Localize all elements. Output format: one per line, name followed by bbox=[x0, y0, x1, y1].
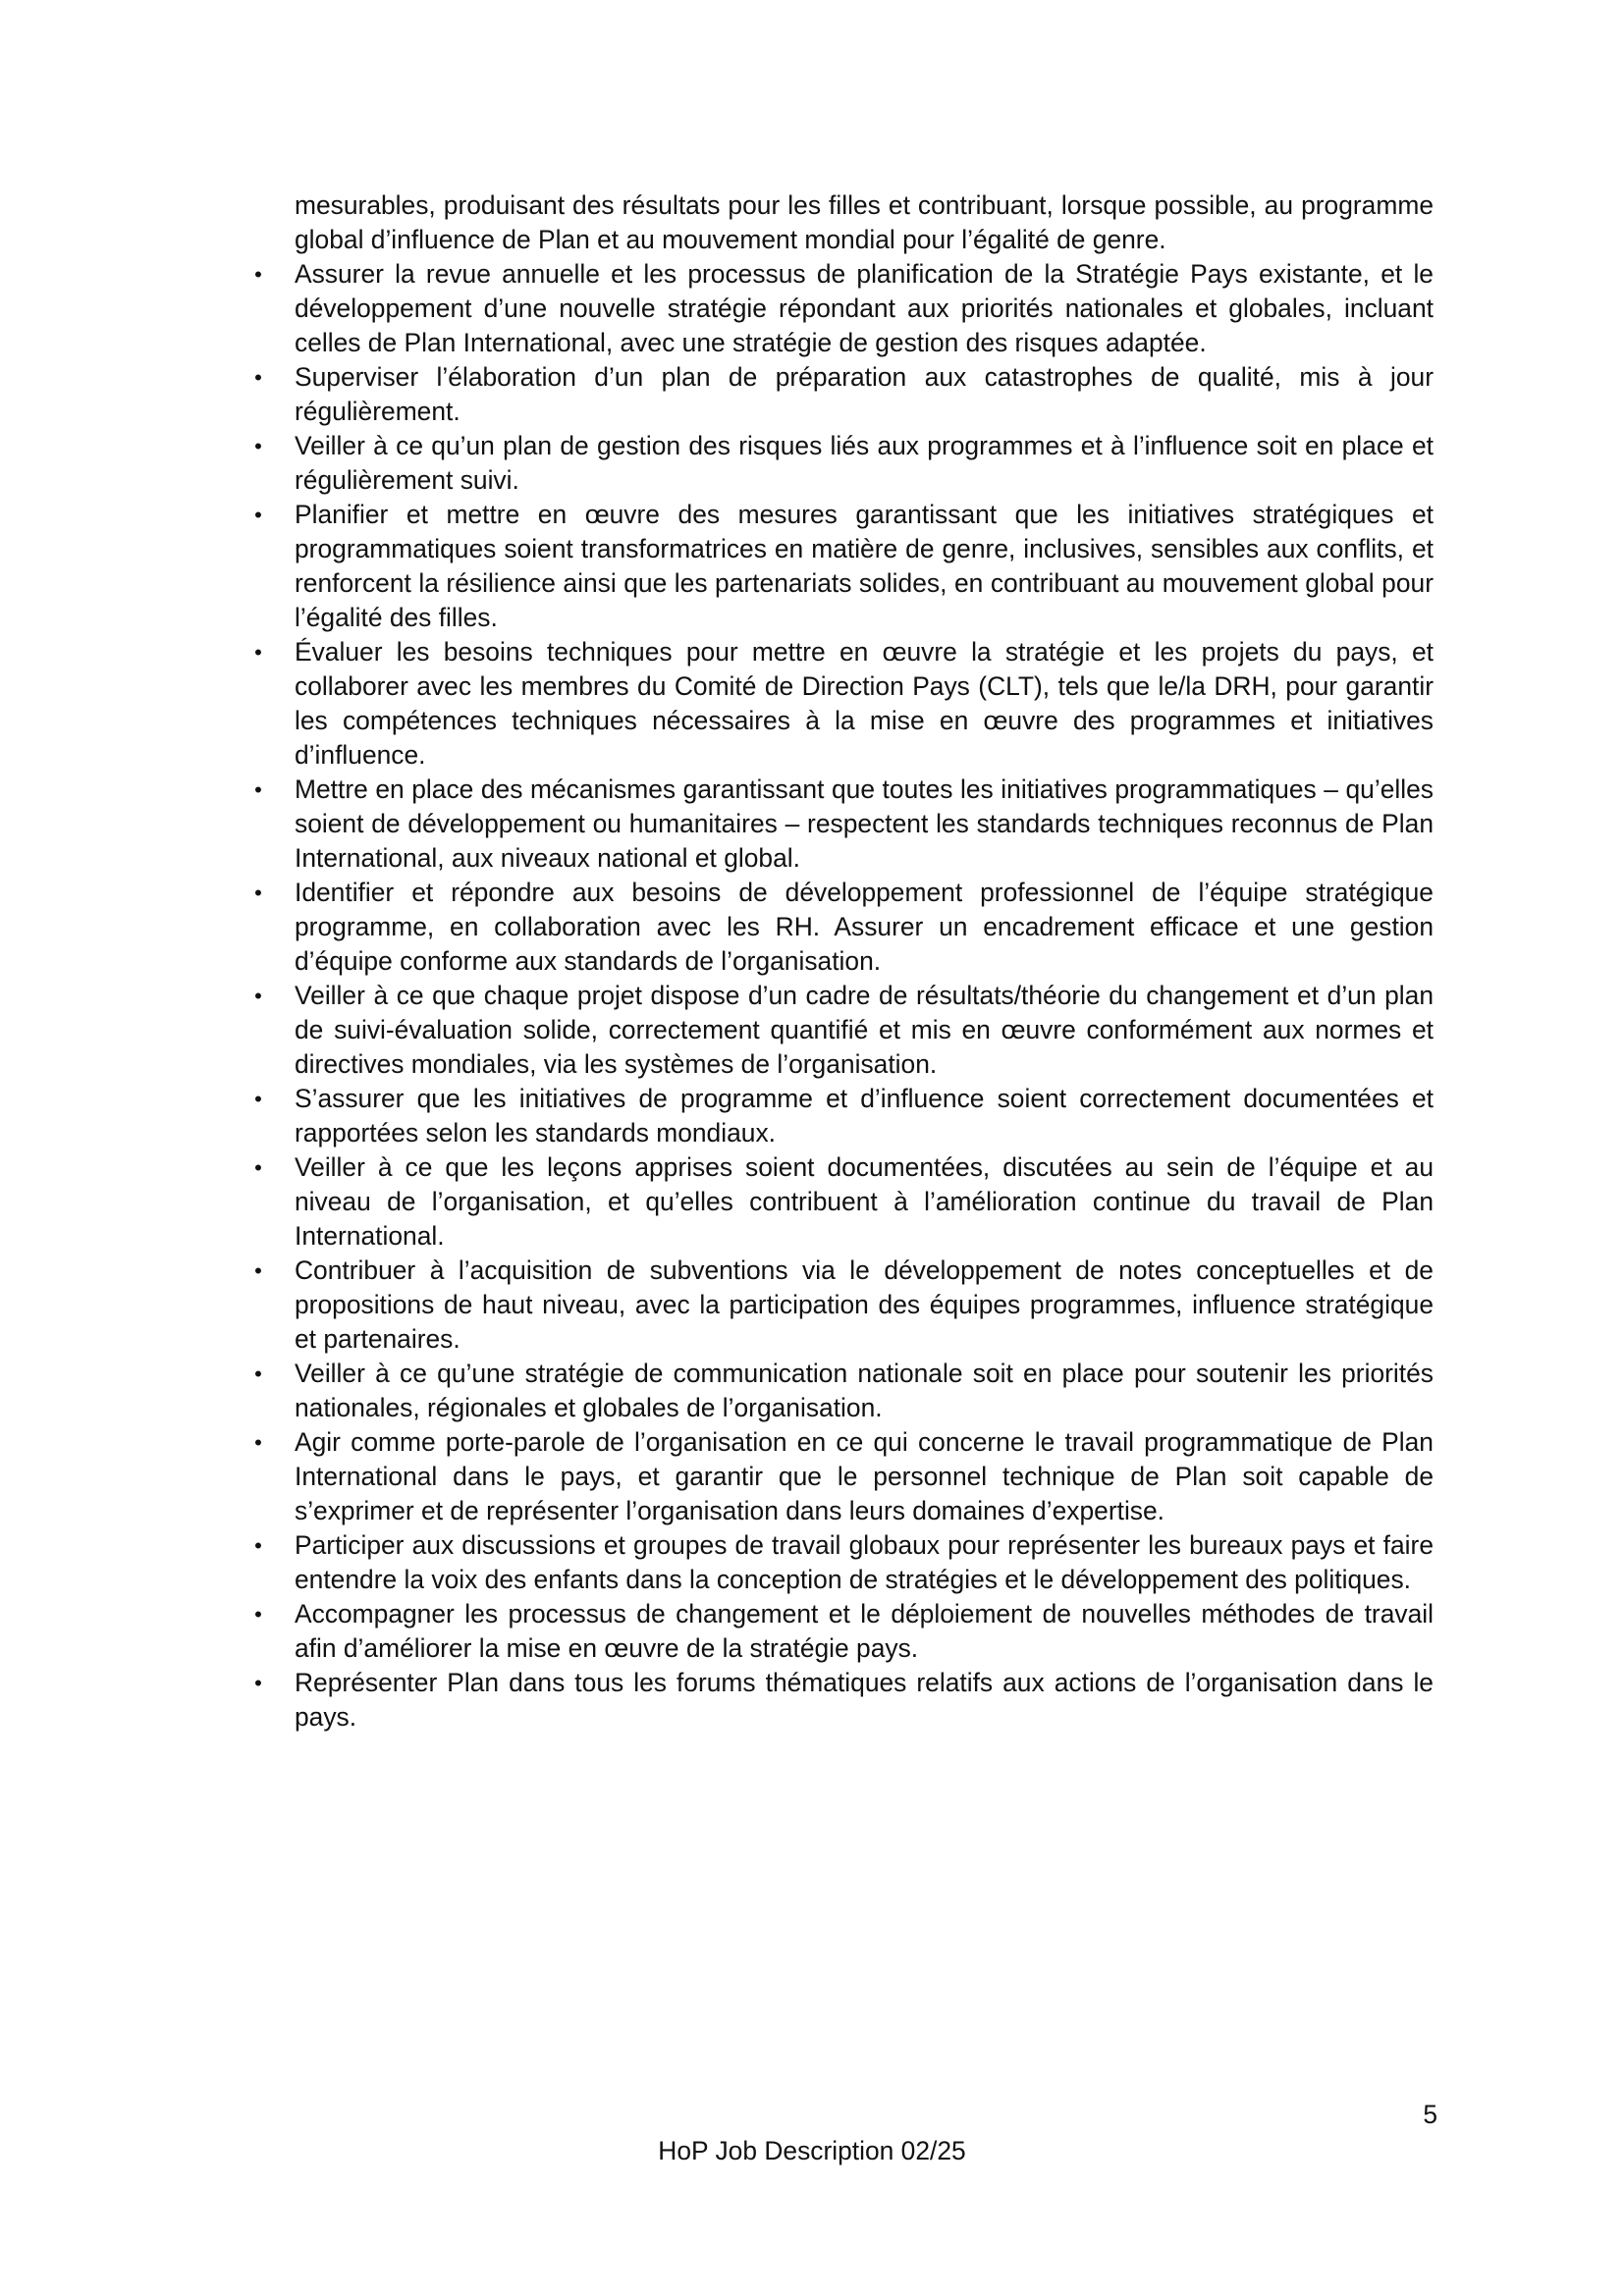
list-item-text: Représenter Plan dans tous les forums thématiques relatifs aux actions de l’organisation dans le pays. bbox=[295, 1668, 1434, 1732]
bullet-icon: • bbox=[254, 262, 262, 287]
bullet-icon: • bbox=[254, 1258, 262, 1283]
bullet-icon: • bbox=[254, 777, 262, 802]
list-item bbox=[254, 1597, 1434, 1666]
list-item-text: Veiller à ce que les leçons apprises soient documentées, discutées au sein de l’équipe et au niveau de l’organisation, et qu’elles contribuent à l’amélioration continue du travail de Plan International. bbox=[295, 1152, 1434, 1251]
responsibilities-list bbox=[254, 257, 1434, 1735]
bullet-icon: • bbox=[254, 1430, 262, 1455]
bullet-icon: • bbox=[254, 640, 262, 665]
list-item bbox=[254, 1528, 1434, 1597]
list-item bbox=[254, 1254, 1434, 1357]
list-item-text: Veiller à ce qu’une stratégie de communication nationale soit en place pour soutenir les priorités nationales, régionales et globales de l’organisation. bbox=[295, 1359, 1434, 1422]
bullet-icon: • bbox=[254, 503, 262, 527]
list-item-text: Évaluer les besoins techniques pour mettre en œuvre la stratégie et les projets du pays, et collaborer avec les membres du Comité de Direction Pays (CLT), tels que le/la DRH, pour garantir les compétences techniques nécessaires à la mise en œuvre des programmes et initiatives d’influence. bbox=[295, 637, 1434, 770]
bullet-icon: • bbox=[254, 984, 262, 1008]
list-item bbox=[254, 360, 1434, 429]
bullet-icon: • bbox=[254, 365, 262, 390]
bullet-icon: • bbox=[254, 434, 262, 458]
list-item-text: Veiller à ce qu’un plan de gestion des risques liés aux programmes et à l’influence soit en place et régulièrement suivi. bbox=[295, 431, 1434, 495]
document-footer: HoP Job Description 02/25 bbox=[658, 2136, 966, 2165]
list-item-text: Veiller à ce que chaque projet dispose d’un cadre de résultats/théorie du changement et d’un plan de suivi-évaluation solide, correctement quantifié et mis en œuvre conformément aux normes et directives mondiales, via les systèmes de l’organisation. bbox=[295, 981, 1434, 1079]
list-item-text: S’assurer que les initiatives de programme et d’influence soient correctement documentées et rapportées selon les standards mondiaux. bbox=[295, 1084, 1434, 1148]
bullet-icon: • bbox=[254, 881, 262, 905]
list-item-text: Agir comme porte-parole de l’organisation en ce qui concerne le travail programmatique de Plan International dans le pays, et garantir que le personnel technique de Plan soit capable de s’exprimer et de représenter l’organisation dans leurs domaines d’expertise. bbox=[295, 1427, 1434, 1525]
list-item-text: Participer aux discussions et groupes de travail globaux pour représenter les bureaux pays et faire entendre la voix des enfants dans la conception de stratégies et le développement des politiques. bbox=[295, 1530, 1434, 1594]
list-item-text: Mettre en place des mécanismes garantissant que toutes les initiatives programmatiques – qu’elles soient de développement ou humanitaires – respectent les standards techniques reconnus de Plan International, aux niveaux national et global. bbox=[295, 774, 1434, 873]
list-item bbox=[254, 1150, 1434, 1254]
list-item-text: Accompagner les processus de changement et le déploiement de nouvelles méthodes de travail afin d’améliorer la mise en œuvre de la stratégie pays. bbox=[295, 1599, 1434, 1663]
bullet-icon: • bbox=[254, 1602, 262, 1627]
list-item-text: Contribuer à l’acquisition de subventions via le développement de notes conceptuelles et de propositions de haut niveau, avec la participation des équipes programmes, influence stratégique et partenaires. bbox=[295, 1255, 1434, 1354]
list-item-text: Identifier et répondre aux besoins de développement professionnel de l’équipe stratégique programme, en collaboration avec les RH. Assurer un encadrement efficace et une gestion d’équipe conforme aux standards de l’organisation. bbox=[295, 878, 1434, 976]
list-item bbox=[254, 773, 1434, 876]
list-item bbox=[254, 257, 1434, 360]
list-item bbox=[254, 498, 1434, 635]
page-number: 5 bbox=[1423, 2100, 1437, 2129]
list-item bbox=[254, 1666, 1434, 1735]
bullet-icon: • bbox=[254, 1362, 262, 1386]
bullet-icon: • bbox=[254, 1155, 262, 1180]
list-item-text: Superviser l’élaboration d’un plan de préparation aux catastrophes de qualité, mis à jour régulièrement. bbox=[295, 362, 1434, 426]
list-item bbox=[254, 1425, 1434, 1528]
list-item-text: Assurer la revue annuelle et les processus de planification de la Stratégie Pays existante, et le développement d’une nouvelle stratégie répondant aux priorités nationales et globales, incluant celles de Plan International, avec une stratégie de gestion des risques adaptée. bbox=[295, 259, 1434, 357]
list-item bbox=[254, 979, 1434, 1082]
bullet-icon: • bbox=[254, 1087, 262, 1111]
list-item bbox=[254, 1082, 1434, 1150]
bullet-icon: • bbox=[254, 1533, 262, 1558]
list-item-text: Planifier et mettre en œuvre des mesures garantissant que les initiatives stratégiques et programmatiques soient transformatrices en matière de genre, inclusives, sensibles aux conflits, et renforcent la résilience ainsi que les partenariats solides, en contribuant au mouvement global pour l’égalité des filles. bbox=[295, 500, 1434, 632]
list-item bbox=[254, 429, 1434, 498]
page-body bbox=[254, 188, 1434, 1735]
bullet-icon: • bbox=[254, 1671, 262, 1695]
list-item bbox=[254, 876, 1434, 979]
continuation-paragraph: mesurables, produisant des résultats pour les filles et contribuant, lorsque possible, au programme global d’influence de Plan et au mouvement mondial pour l’égalité de genre. bbox=[295, 190, 1434, 254]
list-item bbox=[254, 1357, 1434, 1425]
list-item bbox=[254, 635, 1434, 773]
